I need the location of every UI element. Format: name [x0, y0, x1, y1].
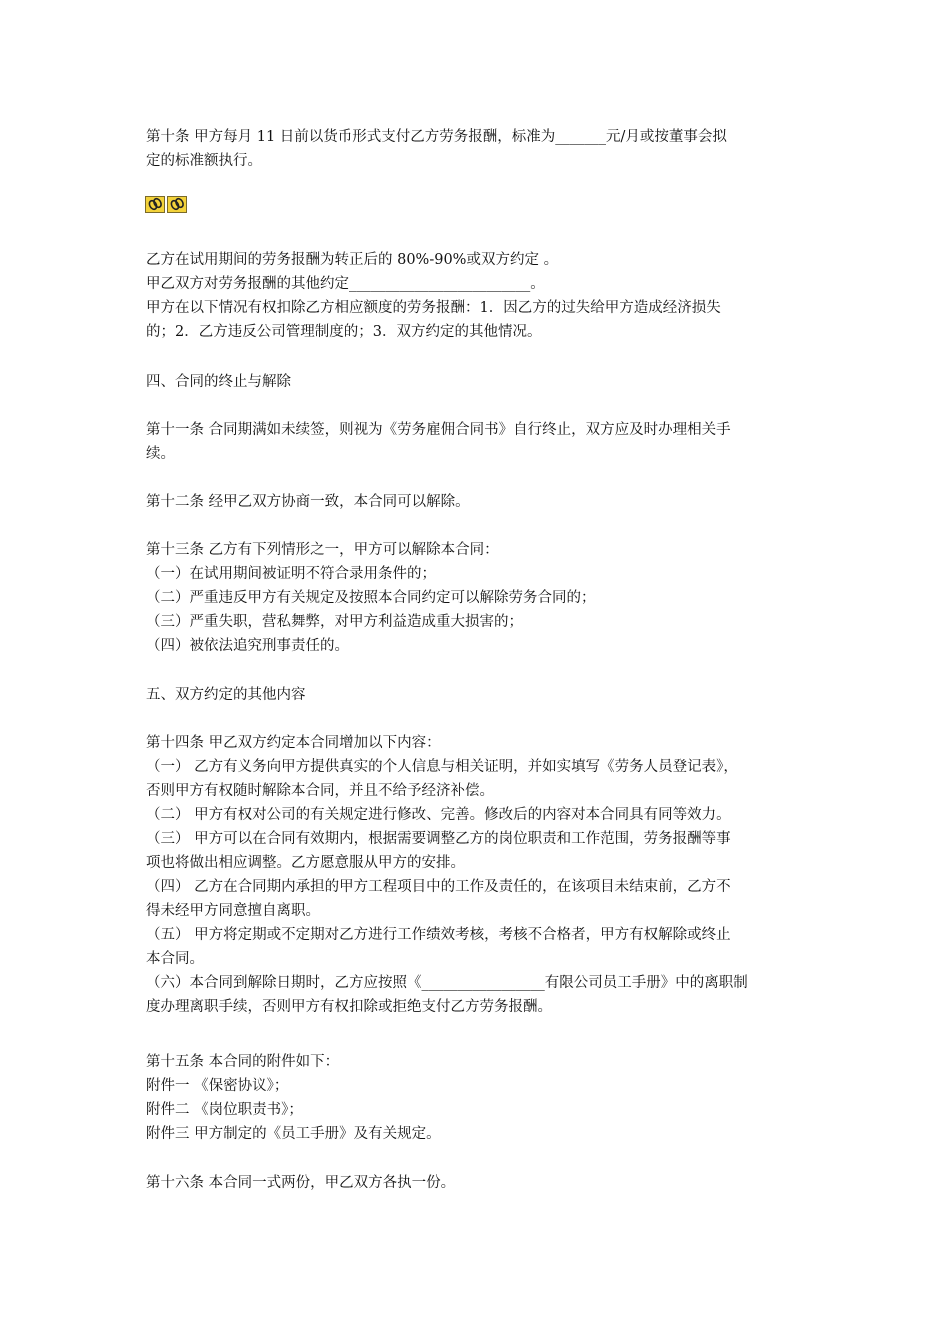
text-line: 否则甲方有权随时解除本合同，并且不给予经济补偿。 [146, 783, 494, 799]
text-line: 续。 [146, 446, 175, 462]
link-icon[interactable] [167, 196, 187, 213]
list-item: （四） 乙方在合同期内承担的甲方工程项目中的工作及责任的，在该项目未结束前，乙方不 [146, 879, 731, 895]
link-icon[interactable] [145, 196, 165, 213]
list-item: 附件一 《保密协议》； [146, 1078, 289, 1094]
article-10 [146, 125, 811, 173]
attachment-icons [145, 196, 187, 214]
list-item: （四）被依法追究刑事责任的。 [146, 638, 349, 654]
list-item: （六）本合同到解除日期时，乙方应按照《_________________有限公司员工手册》中的离职制 [146, 975, 748, 991]
list-item: （三）严重失职，营私舞弊，对甲方利益造成重大损害的； [146, 614, 523, 630]
text-line: 第十四条 甲乙双方约定本合同增加以下内容： [146, 735, 441, 751]
article-12: 第十二条 经甲乙双方协商一致，本合同可以解除。 [146, 494, 470, 510]
article-16: 第十六条 本合同一式两份，甲乙双方各执一份。 [146, 1175, 456, 1191]
article-15 [146, 1050, 811, 1146]
list-item: （一） 乙方有义务向甲方提供真实的个人信息与相关证明，并如实填写《劳务人员登记表》， [146, 759, 738, 775]
text-line: 本合同。 [146, 951, 204, 967]
text-line: 甲乙双方对劳务报酬的其他约定_________________________。 [146, 276, 545, 292]
article-11 [146, 418, 811, 466]
article-14 [146, 731, 811, 1019]
text-line: 项也将做出相应调整。乙方愿意服从甲方的安排。 [146, 855, 465, 871]
section-5-heading: 五、双方约定的其他内容 [146, 687, 306, 703]
text-line: 第十三条 乙方有下列情形之一，甲方可以解除本合同： [146, 542, 499, 558]
list-item: （三） 甲方可以在合同有效期内，根据需要调整乙方的岗位职责和工作范围，劳务报酬等事 [146, 831, 731, 847]
list-item: （二） 甲方有权对公司的有关规定进行修改、完善。修改后的内容对本合同具有同等效力。 [146, 807, 731, 823]
list-item: （一）在试用期间被证明不符合录用条件的； [146, 566, 436, 582]
list-item: （五） 甲方将定期或不定期对乙方进行工作绩效考核，考核不合格者，甲方有权解除或终止 [146, 927, 731, 943]
text-line: 得未经甲方同意擅自离职。 [146, 903, 320, 919]
text-line: 第十五条 本合同的附件如下： [146, 1054, 340, 1070]
text-line: 甲方在以下情况有权扣除乙方相应额度的劳务报酬：1．因乙方的过失给甲方造成经济损失 [146, 300, 721, 316]
text-line: 度办理离职手续，否则甲方有权扣除或拒绝支付乙方劳务报酬。 [146, 999, 552, 1015]
list-item: 附件二 《岗位职责书》； [146, 1102, 303, 1118]
section-4-heading: 四、合同的终止与解除 [146, 374, 291, 390]
article-13 [146, 538, 811, 658]
text-line: 第十一条 合同期满如未续签，则视为《劳务雇佣合同书》自行终止，双方应及时办理相关手 [146, 422, 731, 438]
text-line: 第十条 甲方每月 11 日前以货币形式支付乙方劳务报酬，标准为_______元/月或按董事会拟 [146, 129, 727, 145]
text-line: 的；2．乙方违反公司管理制度的；3．双方约定的其他情况。 [146, 324, 542, 340]
text-line: 乙方在试用期间的劳务报酬为转正后的 80%-90%或双方约定 。 [146, 252, 559, 268]
remuneration-terms [146, 248, 811, 344]
text-line: 定的标准额执行。 [146, 153, 262, 169]
list-item: （二）严重违反甲方有关规定及按照本合同约定可以解除劳务合同的； [146, 590, 596, 606]
list-item: 附件三 甲方制定的《员工手册》及有关规定。 [146, 1126, 441, 1142]
